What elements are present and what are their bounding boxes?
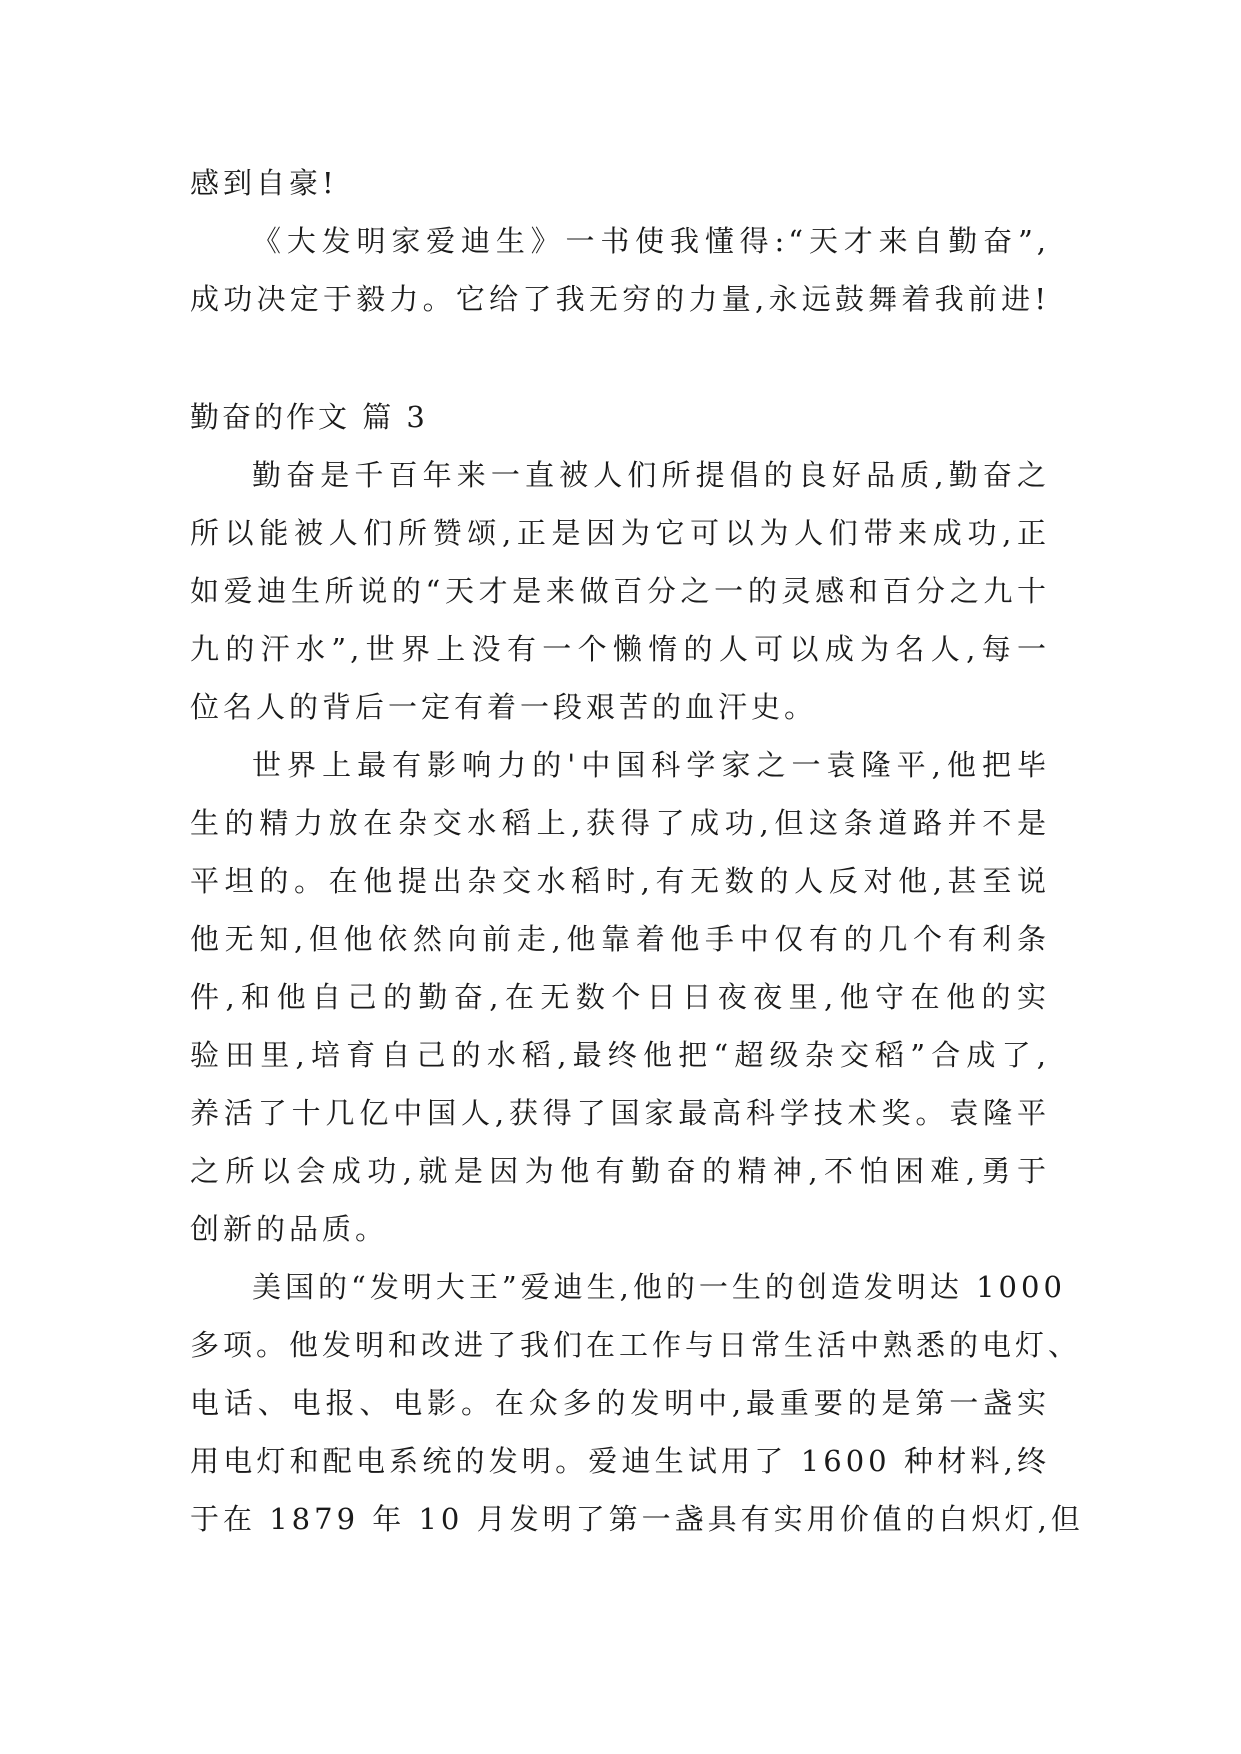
text-line: 验田里,培育自己的水稻,最终他把“超级杂交稻”合成了, <box>190 1038 1050 1072</box>
text-line: 成功决定于毅力。它给了我无穷的力量,永远鼓舞着我前进! <box>190 282 1050 316</box>
text-line: 用电灯和配电系统的发明。爱迪生试用了 1600 种材料,终 <box>190 1444 1050 1478</box>
text-line: 多项。他发明和改进了我们在工作与日常生活中熟悉的电灯、 <box>190 1328 1082 1362</box>
section-heading: 勤奋的作文 篇 3 <box>190 400 428 434</box>
text-line: 他无知,但他依然向前走,他靠着他手中仅有的几个有利条 <box>190 922 1050 956</box>
text-line: 《大发明家爱迪生》一书使我懂得:“天才来自勤奋”, <box>252 224 1050 258</box>
text-line: 美国的“发明大王”爱迪生,他的一生的创造发明达 1000 <box>252 1270 1066 1304</box>
text-line: 平坦的。在他提出杂交水稻时,有无数的人反对他,甚至说 <box>190 864 1050 898</box>
text-line: 之所以会成功,就是因为他有勤奋的精神,不怕困难,勇于 <box>190 1154 1050 1188</box>
text-line: 生的精力放在杂交水稻上,获得了成功,但这条道路并不是 <box>190 806 1050 840</box>
text-line: 世界上最有影响力的'中国科学家之一袁隆平,他把毕 <box>252 748 1050 782</box>
text-line: 九的汗水”,世界上没有一个懒惰的人可以成为名人,每一 <box>190 632 1050 666</box>
text-line: 创新的品质。 <box>190 1212 389 1246</box>
text-line: 养活了十几亿中国人,获得了国家最高科学技术奖。袁隆平 <box>190 1096 1050 1130</box>
text-line: 如爱迪生所说的“天才是来做百分之一的灵感和百分之九十 <box>190 574 1050 608</box>
text-line: 件,和他自己的勤奋,在无数个日日夜夜里,他守在他的实 <box>190 980 1050 1014</box>
text-line: 所以能被人们所赞颂,正是因为它可以为人们带来成功,正 <box>190 516 1050 550</box>
text-line: 电话、电报、电影。在众多的发明中,最重要的是第一盏实 <box>190 1386 1050 1420</box>
text-line: 感到自豪! <box>190 166 338 200</box>
text-line: 勤奋是千百年来一直被人们所提倡的良好品质,勤奋之 <box>252 458 1050 492</box>
text-line: 于在 1879 年 10 月发明了第一盏具有实用价值的白炽灯,但 <box>190 1502 1084 1536</box>
text-line: 位名人的背后一定有着一段艰苦的血汗史。 <box>190 690 818 724</box>
